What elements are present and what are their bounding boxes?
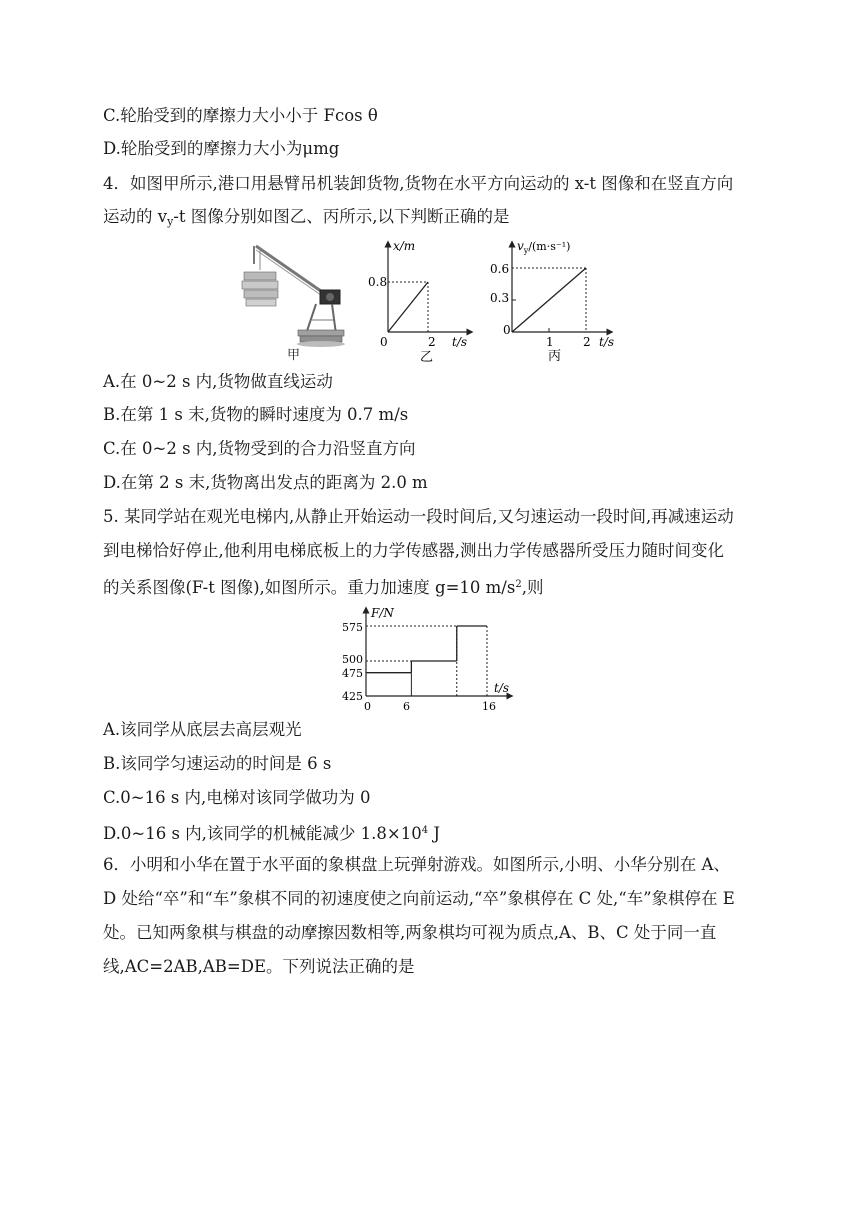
- yi-ylabel: x/m: [393, 239, 416, 253]
- q4-option-d: D.在第 2 s 末,货物离出发点的距离为 2.0 m: [103, 473, 428, 492]
- q4-stem2-pre: 运动的 v: [103, 207, 168, 226]
- ft-xtick-6: 6: [403, 700, 410, 713]
- q5-stem-line2: 到电梯恰好停止,他利用电梯底板上的力学传感器,测出力学传感器所受压力随时间变化: [103, 541, 724, 560]
- ft-ytick-575: 575: [342, 621, 363, 634]
- q5-stem3-sup: 2: [515, 579, 522, 590]
- q5-option-a: A.该同学从底层去高层观光: [103, 720, 302, 739]
- bing-xlabel: t/s: [599, 335, 615, 349]
- q5-stem3-post: ,则: [521, 578, 544, 597]
- x-t-graph: [368, 238, 478, 362]
- caption-yi: 乙: [420, 350, 434, 362]
- q4-option-b: B.在第 1 s 末,货物的瞬时速度为 0.7 m/s: [103, 405, 409, 424]
- q4-option-a: A.在 0~2 s 内,货物做直线运动: [103, 372, 333, 391]
- ft-ytick-500: 500: [342, 653, 363, 666]
- q5-option-c: C.0~16 s 内,电梯对该同学做功为 0: [103, 788, 371, 807]
- graph-bing: [486, 236, 626, 362]
- q5-optd-pre: D.0~16 s 内,该同学的机械能减少 1.8×10: [103, 824, 422, 843]
- q5-optd-sup: 4: [421, 825, 429, 836]
- q4-stem-line1: 4．如图甲所示,港口用悬臂吊机装卸货物,货物在水平方向运动的 x-t 图像和在竖直方向: [103, 174, 734, 193]
- yi-origin: 0: [380, 335, 388, 349]
- q4-stem2-post: -t 图像分别如图乙、丙所示,以下判断正确的是: [173, 207, 510, 226]
- yi-ytick: 0.8: [368, 275, 388, 289]
- caption-jia: 甲: [287, 348, 301, 363]
- yi-series-line: [388, 282, 428, 332]
- q5-stem-line1: 5. 某同学站在观光电梯内,从静止开始运动一段时间后,又匀速运动一段时间,再减速运动: [103, 507, 734, 526]
- bing-origin: 0: [503, 323, 511, 337]
- q4-stem2-sub: y: [167, 215, 174, 228]
- ft-xtick-0: 0: [364, 700, 371, 713]
- q5-optd-post: J: [428, 824, 440, 843]
- q6-stem-line1: 6．小明和小华在置于水平面的象棋盘上玩弹射游戏。如图所示,小明、小华分别在 A、: [103, 855, 730, 874]
- graph-ft: [330, 604, 520, 714]
- q3-option-c: C.轮胎受到的摩擦力大小小于 Fcos θ: [103, 106, 378, 125]
- bing-ytick-03: 0.3: [490, 291, 510, 305]
- bing-series-line: [512, 268, 586, 332]
- q4-option-c: C.在 0~2 s 内,货物受到的合力沿竖直方向: [103, 439, 416, 458]
- q3-option-d: D.轮胎受到的摩擦力大小为μmg: [103, 139, 340, 158]
- q6-stem-line4: 线,AC=2AB,AB=DE。下列说法正确的是: [103, 957, 415, 976]
- caption-bing: 丙: [548, 349, 562, 362]
- bing-ytick-06: 0.6: [490, 262, 510, 276]
- yi-xtick: 2: [428, 335, 436, 349]
- q5-option-b: B.该同学匀速运动的时间是 6 s: [103, 754, 332, 773]
- ft-ytick-425: 425: [342, 690, 363, 703]
- ft-xlabel: t/s: [494, 681, 510, 695]
- q6-stem-line3: 处。已知两象棋与棋盘的动摩擦因数相等,两象棋均可视为质点,A、B、C 处于同一直: [103, 923, 717, 942]
- q5-option-d: [103, 819, 440, 846]
- ft-ytick-475: 475: [342, 667, 363, 680]
- crane-figure: [236, 236, 354, 361]
- bing-ylabel: $v_y/(m\cdot s^{-1})$: [517, 239, 571, 255]
- crane-illustration: [236, 236, 354, 361]
- graph-yi: [368, 238, 478, 362]
- q5-stem-line3: [103, 573, 543, 600]
- bing-xtick-2: 2: [583, 335, 591, 349]
- yi-xlabel: t/s: [452, 335, 468, 349]
- q6-stem-line2: D 处给“卒”和“车”象棋不同的初速度使之向前运动,“卒”象棋停在 C 处,“车”象棋停在 E: [103, 889, 735, 908]
- bing-xtick-1: 1: [546, 335, 554, 349]
- f-t-graph: [330, 604, 520, 714]
- ft-xtick-16: 16: [482, 700, 496, 713]
- q5-stem3-pre: 的关系图像(F-t 图像),如图所示。重力加速度 g=10 m/s: [103, 578, 516, 597]
- vy-t-graph: [486, 236, 626, 362]
- q4-stem-line2: [103, 205, 510, 234]
- ft-ylabel: F/N: [371, 606, 394, 620]
